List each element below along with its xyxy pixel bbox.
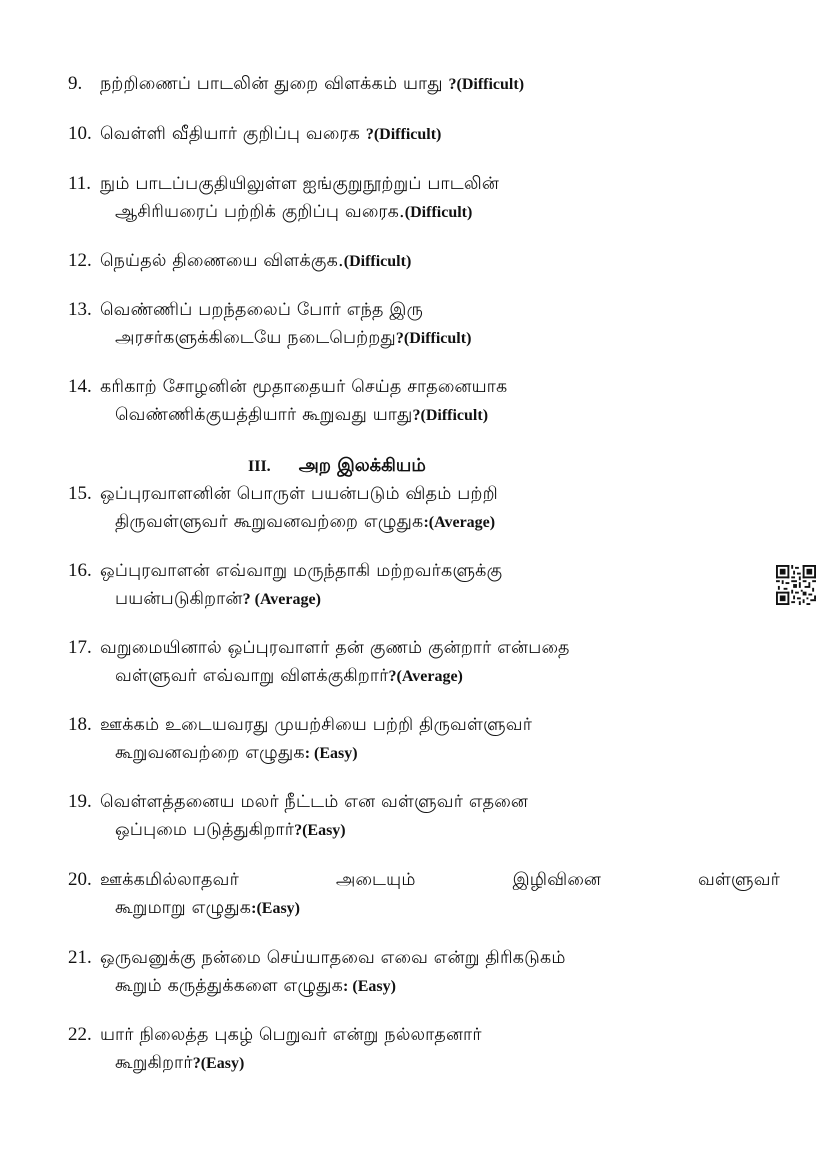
question-number: 9.: [68, 73, 83, 94]
question-line: [68, 480, 780, 508]
question-line: [68, 1021, 780, 1049]
difficulty-label: ?(Difficult): [448, 76, 525, 93]
question-text: அரசர்களுக்கிடையே நடைபெற்றது: [115, 328, 396, 348]
question-text: கரிகாற் சோழனின் மூதாதையர் செய்த சாதனையாக: [100, 377, 508, 397]
question-line-continued: [68, 508, 780, 537]
question-number: 11.: [68, 173, 92, 194]
difficulty-label: ?(Easy): [192, 1055, 245, 1072]
question-19: [68, 788, 780, 845]
question-line-continued: [68, 324, 780, 353]
question-line-continued: [68, 816, 780, 845]
difficulty-label: ?(Difficult): [395, 330, 472, 347]
question-line-continued: [68, 401, 780, 430]
question-text: ஒப்புமை படுத்துகிறார்: [115, 820, 295, 840]
difficulty-label: (Difficult): [343, 253, 412, 270]
question-text: நற்றிணைப் பாடலின் துறை விளக்கம் யாது: [100, 74, 449, 94]
question-number: 12.: [68, 250, 92, 271]
question-line-continued: [68, 662, 780, 691]
question-line-continued: [68, 1049, 780, 1078]
question-text: நெய்தல் திணையை விளக்குக.: [100, 251, 344, 271]
question-10: [68, 120, 780, 149]
difficulty-label: :(Average): [423, 514, 496, 531]
difficulty-label: ?(Difficult): [412, 407, 489, 424]
question-line: [68, 120, 780, 149]
question-text: ஆசிரியரைப் பற்றிக் குறிப்பு வரைக.: [115, 202, 405, 222]
question-9: [68, 70, 780, 99]
question-line: [68, 944, 780, 972]
question-17: [68, 634, 780, 691]
question-line: [68, 247, 780, 276]
question-number: 21.: [68, 947, 92, 968]
question-text: பயன்படுகிறான்: [115, 589, 243, 609]
question-word: ஊக்கமில்லாதவர்: [100, 870, 239, 890]
difficulty-label: :(Easy): [251, 900, 301, 917]
question-20: [68, 866, 780, 923]
question-line: [68, 788, 780, 816]
question-number: 16.: [68, 560, 92, 581]
question-line: [68, 373, 780, 401]
question-line: [68, 557, 780, 585]
question-line: [68, 711, 780, 739]
question-text: யார் நிலைத்த புகழ் பெறுவர் என்று நல்லாதனார்: [100, 1025, 482, 1045]
qr-code-icon: [776, 565, 816, 605]
question-word: அடையும்: [335, 870, 416, 890]
difficulty-label: ? (Average): [242, 591, 321, 608]
question-line-continued: [68, 198, 780, 227]
question-text: ஒப்புரவாளன் எவ்வாறு மருந்தாகி மற்றவர்களுக்கு: [100, 561, 503, 581]
question-text: வறுமையினால் ஒப்புரவாளர் தன் குணம் குன்றார் என்பதை: [100, 638, 570, 658]
question-number: 13.: [68, 299, 92, 320]
question-14: [68, 373, 780, 430]
question-line-continued: [68, 585, 780, 614]
question-number: 19.: [68, 791, 92, 812]
question-number: 18.: [68, 714, 92, 735]
section-title: அற இலக்கியம்: [298, 455, 426, 476]
difficulty-label: : (Easy): [304, 745, 358, 762]
question-line-continued: [68, 739, 780, 768]
question-number: 22.: [68, 1024, 92, 1045]
question-13: [68, 296, 780, 353]
question-22: [68, 1021, 780, 1078]
question-21: [68, 944, 780, 1001]
difficulty-label: ?(Difficult): [365, 126, 442, 143]
question-word: இழிவினை: [512, 870, 602, 890]
difficulty-label: ?(Easy): [294, 822, 346, 839]
question-line-continued: [68, 972, 780, 1001]
section-heading: [248, 452, 426, 481]
question-number: 10.: [68, 123, 92, 144]
question-number: 17.: [68, 637, 92, 658]
section-numeral: III.: [248, 458, 271, 475]
difficulty-label: : (Easy): [343, 978, 396, 995]
question-text: ஒப்புரவாளனின் பொருள் பயன்படும் விதம் பற்றி: [100, 484, 498, 504]
question-text: கூறுகிறார்: [115, 1053, 193, 1073]
question-line: [68, 70, 780, 99]
difficulty-label: (Difficult): [404, 204, 473, 221]
question-text: வள்ளுவர் எவ்வாறு விளக்குகிறார்: [115, 666, 389, 686]
question-15: [68, 480, 780, 537]
question-number: 20.: [68, 869, 92, 890]
question-12: [68, 247, 780, 276]
question-line-continued: [68, 894, 780, 923]
question-line: [68, 634, 780, 662]
question-number: 15.: [68, 483, 92, 504]
question-line: [68, 296, 780, 324]
question-line: [68, 170, 780, 198]
question-11: [68, 170, 780, 227]
question-text: கூறும் கருத்துக்களை எழுதுக: [115, 976, 344, 996]
question-text: திருவள்ளுவர் கூறுவனவற்றை எழுதுக: [115, 512, 424, 532]
question-text: வெண்ணிப் பறந்தலைப் போர் எந்த இரு: [100, 300, 424, 320]
question-text: கூறுமாறு எழுதுக: [115, 898, 252, 918]
question-18: [68, 711, 780, 768]
question-text: ஒருவனுக்கு நன்மை செய்யாதவை எவை என்று திரிகடுகம்: [100, 948, 566, 968]
difficulty-label: ?(Average): [388, 668, 463, 685]
question-number: 14.: [68, 376, 92, 397]
question-text: வெள்ளத்தனைய மலர் நீட்டம் என வள்ளுவர் எதனை: [100, 792, 529, 812]
question-text: வெள்ளி வீதியார் குறிப்பு வரைக: [100, 124, 366, 144]
question-lead: [68, 866, 239, 894]
question-text: நும் பாடப்பகுதியிலுள்ள ஐங்குறுநூற்றுப் பாடலின்: [100, 174, 500, 194]
question-text: வெண்ணிக்குயத்தியார் கூறுவது யாது: [115, 405, 413, 425]
question-line: [68, 866, 780, 894]
question-word: வள்ளுவர்: [697, 870, 780, 890]
question-text: கூறுவனவற்றை எழுதுக: [115, 743, 305, 763]
question-text: ஊக்கம் உடையவரது முயற்சியை பற்றி திருவள்ளுவர்: [100, 715, 533, 735]
question-16: [68, 557, 780, 614]
